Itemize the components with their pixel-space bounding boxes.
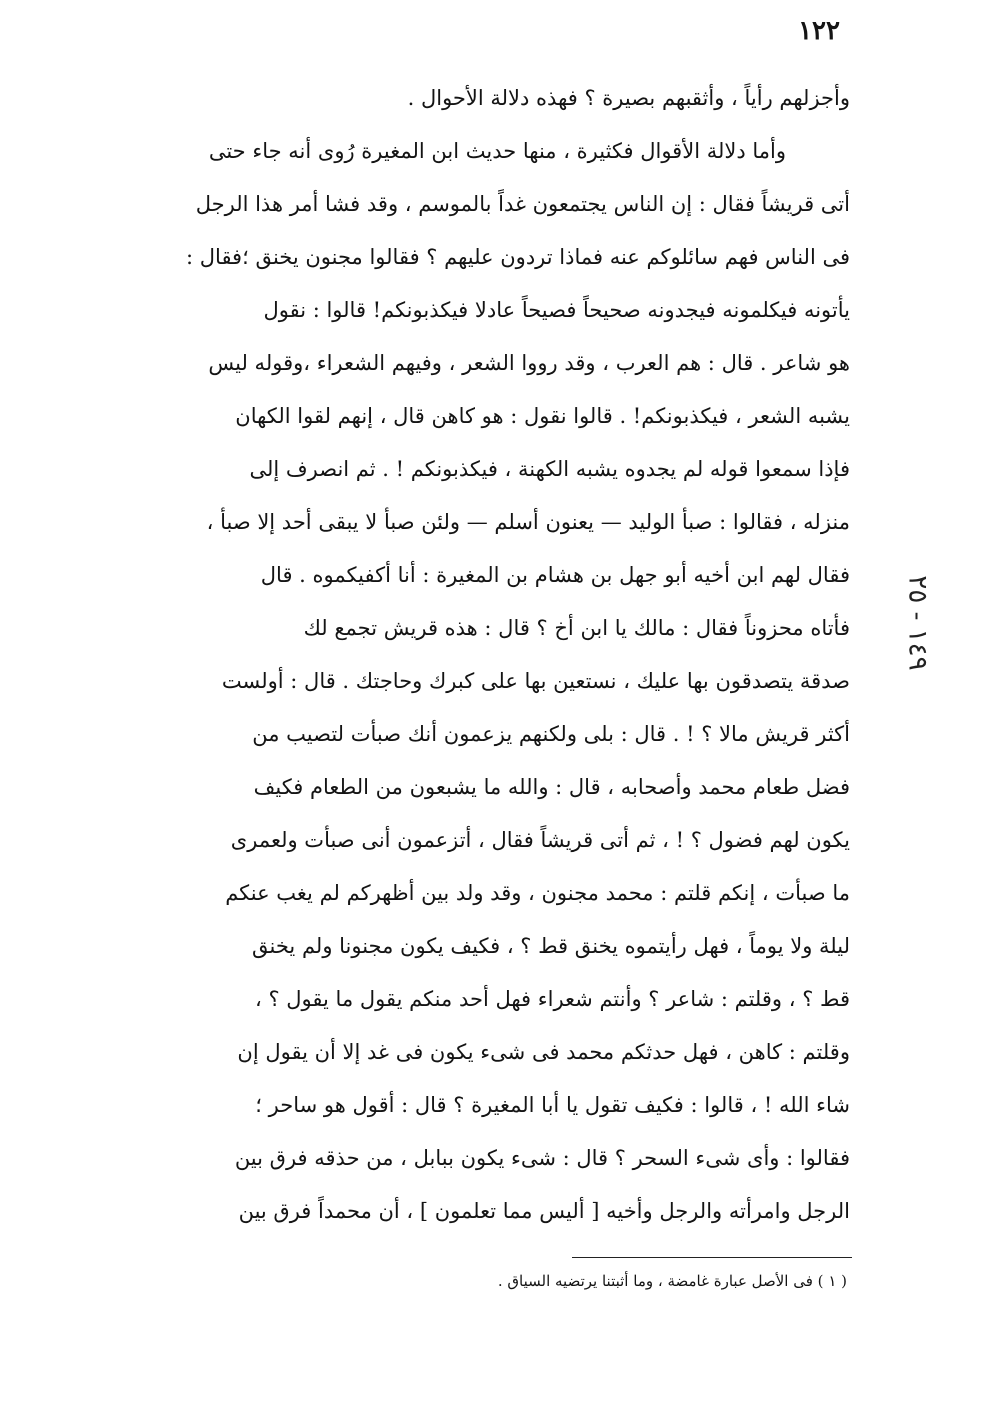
text-line: قط ؟ ، وقلتم : شاعر ؟ وأنتم شعراء فهل أحد منكم يقول ما يقول ؟ ،	[255, 987, 850, 1011]
text-line: صدقة يتصدقون بها عليك ، نستعين بها على كبرك وحاجتك . قال : أولست	[221, 669, 850, 693]
text-line: فقالوا : وأى شىء السحر ؟ قال : شىء يكون ببابل ، من حذقه فرق بين	[234, 1146, 850, 1170]
margin-annotation	[888, 548, 948, 698]
text-line: الرجل وامرأته والرجل وأخيه [ أليس مما تعلمون ] ، أن محمداً فرق بين	[238, 1199, 850, 1223]
text-line: وقلتم : كاهن ، فهل حدثكم محمد فى شىء يكون فى غد إلا أن يقول إن	[237, 1040, 850, 1064]
text-line: ليلة ولا يوماً ، فهل رأيتموه يخنق قط ؟ ، فكيف يكون مجنونا ولم يخنق	[252, 934, 850, 958]
text-line: أكثر قريش مالا ؟ ! . قال : بلى ولكنهم يزعمون أنك صبأت لتصيب من	[252, 722, 850, 746]
text-line: فإذا سمعوا قوله لم يجدوه يشبه الكهنة ، فيكذبونكم ! . ثم انصرف إلى	[249, 457, 850, 481]
text-line: شاء الله ! ، قالوا : فكيف تقول يا أبا المغيرة ؟ قال : أقول هو ساحر ؛	[255, 1093, 850, 1117]
text-line: منزله ، فقالوا : صبأ الوليد — يعنون أسلم — ولئن صبأ لا يبقى أحد إلا صبأ ،	[206, 510, 850, 534]
page-number: ١٢٢	[798, 16, 840, 46]
text-line: فضل طعام محمد وأصحابه ، قال : والله ما يشبعون من الطعام فكيف	[253, 775, 850, 799]
margin-annotation-text: ١٤٩ - ٢٥	[903, 575, 934, 671]
text-line: فأتاه محزوناً فقال : مالك يا ابن أخ ؟ قال : هذه قريش تجمع لك	[303, 616, 850, 640]
text-line: فى الناس فهم سائلوكم عنه فماذا تردون عليهم ؟ فقالوا مجنون يخنق ؛فقال :	[186, 245, 850, 269]
text-line: أتى قريشاً فقال : إن الناس يجتمعون غداً بالموسم ، وقد فشا أمر هذا الرجل	[195, 192, 850, 216]
text-line: ما صبأت ، إنكم قلتم : محمد مجنون ، وقد ولد بين أظهركم لم يغب عنكم	[225, 881, 850, 905]
main-text	[100, 72, 850, 1238]
text-line: وأما دلالة الأقوال فكثيرة ، منها حديث ابن المغيرة رُوى أنه جاء حتى	[208, 139, 786, 163]
text-line: يكون لهم فضول ؟ ! ، ثم أتى قريشاً فقال ، أتزعمون أنى صبأت ولعمرى	[230, 828, 850, 852]
footnote-divider	[572, 1257, 852, 1258]
text-line: هو شاعر . قال : هم العرب ، وقد رووا الشعر ، وفيهم الشعراء ،وقوله ليس	[208, 351, 850, 375]
footnote: ( ١ ) فى الأصل عبارة غامضة ، وما أثبتنا يرتضيه السياق .	[497, 1272, 847, 1290]
text-line: وأجزلهم رأياً ، وأثقبهم بصيرة ؟ فهذه دلالة الأحوال .	[407, 86, 850, 110]
text-line: يشبه الشعر ، فيكذبونكم! . قالوا نقول : هو كاهن قال ، إنهم لقوا الكهان	[235, 404, 850, 428]
text-line: فقال لهم ابن أخيه أبو جهل بن هشام بن المغيرة : أنا أكفيكموه . قال	[260, 563, 850, 587]
text-line: يأتونه فيكلمونه فيجدونه صحيحاً فصيحاً عادلا فيكذبونكم! قالوا : نقول	[263, 298, 850, 322]
